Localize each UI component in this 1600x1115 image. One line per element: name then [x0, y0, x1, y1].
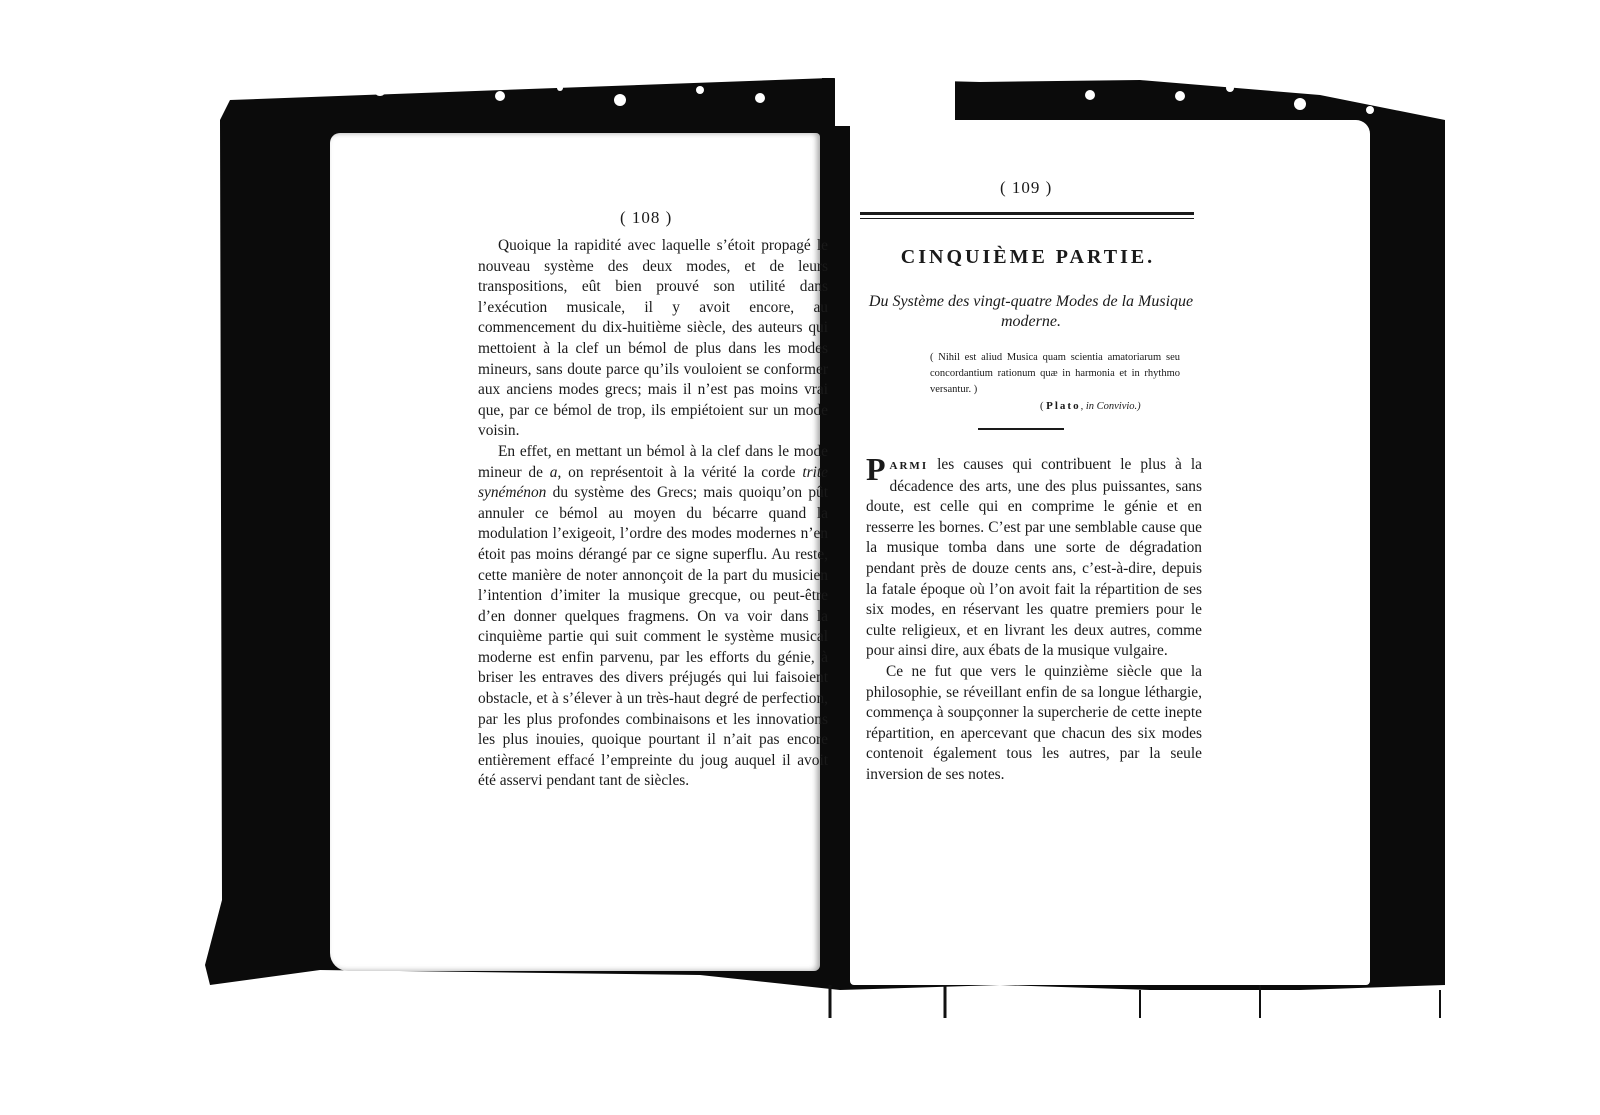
attribution-work: , in Convivio.)	[1080, 401, 1141, 412]
epigraph: ( Nihil est aliud Musica quam scientia amatoriarum seu concordantium rationum quæ in harmonia et in rhythmo versantur. )	[930, 352, 1180, 395]
left-page-text	[478, 236, 828, 792]
left-paragraph-1: Quoique la rapidité avec laquelle s’étoit propagé le nouveau système des deux modes, et de leurs transpositions, eût bien prouvé son utilité dans l’exécution musicale, il y avoit encore, au commencement du dix-huitième siècle, des auteurs qui mettoient à la clef un bémol de plus dans les modes mineurs, sans doute parce qu’ils vouloient se conformer aux anciens modes grecs; mais il n’est pas moins vrai que, par ce bémol de trop, ils empiétoient sur un mode voisin.	[478, 237, 828, 440]
left-paragraph-2	[478, 442, 828, 792]
header-rule-thin	[860, 218, 1194, 219]
attribution-open: (	[1040, 401, 1047, 412]
right-page-number: ( 109 )	[1000, 178, 1053, 197]
section-divider	[978, 428, 1064, 430]
right-paragraph-2: Ce ne fut que vers le quinzième siècle que la philosophie, se réveillant enfin de sa longue léthargie, commença à soupçonner la supercherie de cette inepte répartition, en apercevant que chacun des six modes contenoit également tous les autres, par la seule inversion de ses notes.	[866, 662, 1202, 783]
right-paragraph-1	[866, 451, 1202, 662]
attribution-author: Plato	[1046, 400, 1081, 412]
part-subtitle: Du Système des vingt-quatre Modes de la Musique moderne.	[868, 293, 1194, 330]
left-paragraph-2-part-3: du système des Grecs; mais quoiqu’on pût annuler ce bémol au moyen du bécarre quand la modulation l’exigeoit, l’ordre des modes modernes n’en étoit pas moins dérangé par ce signe superflu. Au reste, cette manière de noter annonçoit de la part du musicien l’intention d’imiter la musique grecque, ou peut-être d’en donner quelques fragmens. On va voir dans la cinquième partie qui suit comment le système musical moderne est enfin parvenu, par les efforts du génie, à briser les entraves des divers préjugés qui lui faisoient obstacle, et à s’élever à un très-haut degré de perfection, par les plus profondes combinaisons et les innovations les plus inouies, quoique pourtant il n’ait pas encore entièrement effacé l’empreinte du joug auquel il avoit été asservi pendant tant de siècles.	[478, 484, 828, 790]
epigraph-attribution	[1040, 400, 1141, 412]
trite-synemenon-italic: trite synéménon	[478, 463, 828, 502]
left-paragraph-2-part-1: En effet, en mettant un bémol à la clef dans le mode mineur de	[478, 442, 828, 481]
right-paragraph-1-text: les causes qui contribuent le plus à la décadence des arts, une des plus puissantes, sans doute, est celle qui en comprime le génie et en resserre les bornes. C’est par une semblable cause que la musique tomba dans une sorte de dégradation pendant près de douze cents ans, c’est-à-dire, depuis la fatale époque où l’on avoit fait la répartition de ses six modes, en réservant les quatre premiers pour le culte religieux, et en livrant les deux autres, comme pour ainsi dire, aux ébats de la musique vulgaire.	[866, 456, 1202, 660]
header-rule-thick	[860, 212, 1194, 215]
drop-cap-smallcaps: ARMI	[889, 460, 929, 472]
note-a-italic: a	[549, 463, 558, 481]
left-paragraph-2-part-2: , on représentoit à la vérité la corde	[557, 463, 803, 481]
drop-cap: P	[866, 451, 886, 487]
right-page-text	[866, 451, 1202, 786]
part-title: CINQUIÈME PARTIE.	[900, 246, 1156, 268]
left-page-number: ( 108 )	[620, 208, 673, 227]
